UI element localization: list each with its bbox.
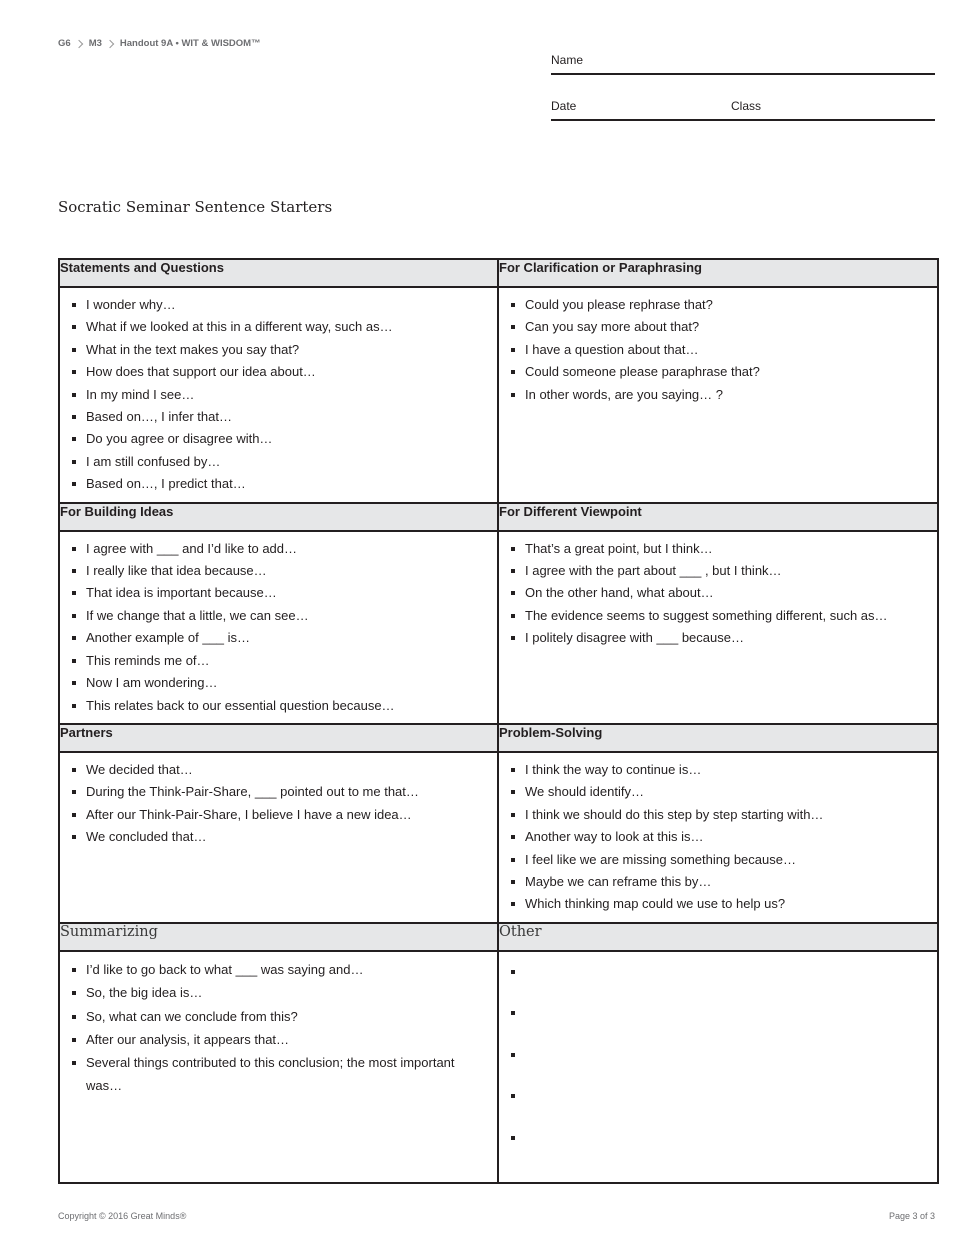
date-class-field[interactable]	[551, 97, 935, 121]
breadcrumb-grade: G6	[58, 38, 71, 49]
page-title: Socratic Seminar Sentence Starters	[58, 198, 333, 216]
partners-list	[60, 753, 497, 855]
list-item: Maybe we can reframe this by…	[511, 871, 925, 893]
list-item: Several things contributed to this conclusion; the most important was…	[72, 1052, 485, 1097]
list-item: Based on…, I predict that…	[72, 473, 485, 495]
section-heading-other: Other	[498, 923, 938, 951]
list-item: Do you agree or disagree with…	[72, 428, 485, 450]
list-item: Could someone please paraphrase that?	[511, 361, 925, 383]
list-item: I’d like to go back to what ___ was saying and…	[72, 959, 485, 981]
list-item: During the Think-Pair-Share, ___ pointed out to me that…	[72, 781, 485, 803]
list-item: Based on…, I infer that…	[72, 406, 485, 428]
statements-list	[60, 288, 497, 502]
list-item: This reminds me of…	[72, 650, 485, 672]
list-item: What in the text makes you say that?	[72, 339, 485, 361]
list-item: That idea is important because…	[72, 582, 485, 604]
name-field[interactable]	[551, 51, 935, 75]
section-heading-problem: Problem-Solving	[498, 724, 938, 752]
section-heading-viewpoint: For Different Viewpoint	[498, 503, 938, 531]
breadcrumb	[58, 38, 261, 49]
list-item: In my mind I see…	[72, 384, 485, 406]
list-item: After our Think-Pair-Share, I believe I have a new idea…	[72, 804, 485, 826]
breadcrumb-handout: Handout 9A • WIT & WISDOM™	[119, 38, 261, 49]
section-heading-statements: Statements and Questions	[59, 259, 498, 287]
list-item: How does that support our idea about…	[72, 361, 485, 383]
clarification-list	[499, 288, 937, 412]
list-item: What if we looked at this in a different way, such as…	[72, 316, 485, 338]
list-item: That’s a great point, but I think…	[511, 538, 925, 560]
list-item[interactable]	[511, 1099, 925, 1141]
list-item: Another way to look at this is…	[511, 826, 925, 848]
list-item: I agree with ___ and I’d like to add…	[72, 538, 485, 560]
sentence-starters-table	[58, 258, 939, 1184]
list-item: I have a question about that…	[511, 339, 925, 361]
viewpoint-list	[499, 532, 937, 656]
list-item: I think the way to continue is…	[511, 759, 925, 781]
list-item[interactable]	[511, 1141, 925, 1183]
list-item: I really like that idea because…	[72, 560, 485, 582]
copyright: Copyright © 2016 Great Minds®	[58, 1211, 187, 1221]
building-list	[60, 532, 497, 723]
page-number: Page 3 of 3	[888, 1211, 935, 1221]
list-item: We should identify…	[511, 781, 925, 803]
chevron-right-icon	[74, 39, 82, 47]
list-item: I am still confused by…	[72, 451, 485, 473]
list-item: After our analysis, it appears that…	[72, 1029, 485, 1051]
section-heading-building: For Building Ideas	[59, 503, 498, 531]
list-item: Which thinking map could we use to help us?	[511, 893, 925, 915]
list-item: I agree with the part about ___ , but I think…	[511, 560, 925, 582]
list-item: If we change that a little, we can see…	[72, 605, 485, 627]
breadcrumb-module: M3	[88, 38, 102, 49]
section-heading-summarizing: Summarizing	[59, 923, 498, 951]
list-item: I feel like we are missing something because…	[511, 849, 925, 871]
list-item[interactable]	[511, 1058, 925, 1100]
list-item: Can you say more about that?	[511, 316, 925, 338]
list-item: This relates back to our essential question because…	[72, 695, 485, 717]
problem-list	[499, 753, 937, 922]
list-item: I think we should do this step by step starting with…	[511, 804, 925, 826]
list-item: I politely disagree with ___ because…	[511, 627, 925, 649]
section-heading-partners: Partners	[59, 724, 498, 752]
list-item: So, the big idea is…	[72, 982, 485, 1004]
list-item: I wonder why…	[72, 294, 485, 316]
list-item: On the other hand, what about…	[511, 582, 925, 604]
other-list[interactable]	[499, 952, 937, 1183]
list-item: In other words, are you saying… ?	[511, 384, 925, 406]
list-item: Now I am wondering…	[72, 672, 485, 694]
list-item: The evidence seems to suggest something different, such as…	[511, 605, 925, 627]
list-item: We decided that…	[72, 759, 485, 781]
summarizing-list	[60, 952, 497, 1103]
section-heading-clarification: For Clarification or Paraphrasing	[498, 259, 938, 287]
list-item[interactable]	[511, 975, 925, 1017]
name-label: Name	[551, 53, 584, 67]
list-item: Could you please rephrase that?	[511, 294, 925, 316]
list-item: We concluded that…	[72, 826, 485, 848]
list-item: So, what can we conclude from this?	[72, 1006, 485, 1028]
class-label: Class	[731, 99, 762, 113]
chevron-right-icon	[106, 39, 114, 47]
list-item[interactable]	[511, 1016, 925, 1058]
list-item: Another example of ___ is…	[72, 627, 485, 649]
date-label: Date	[551, 99, 577, 113]
